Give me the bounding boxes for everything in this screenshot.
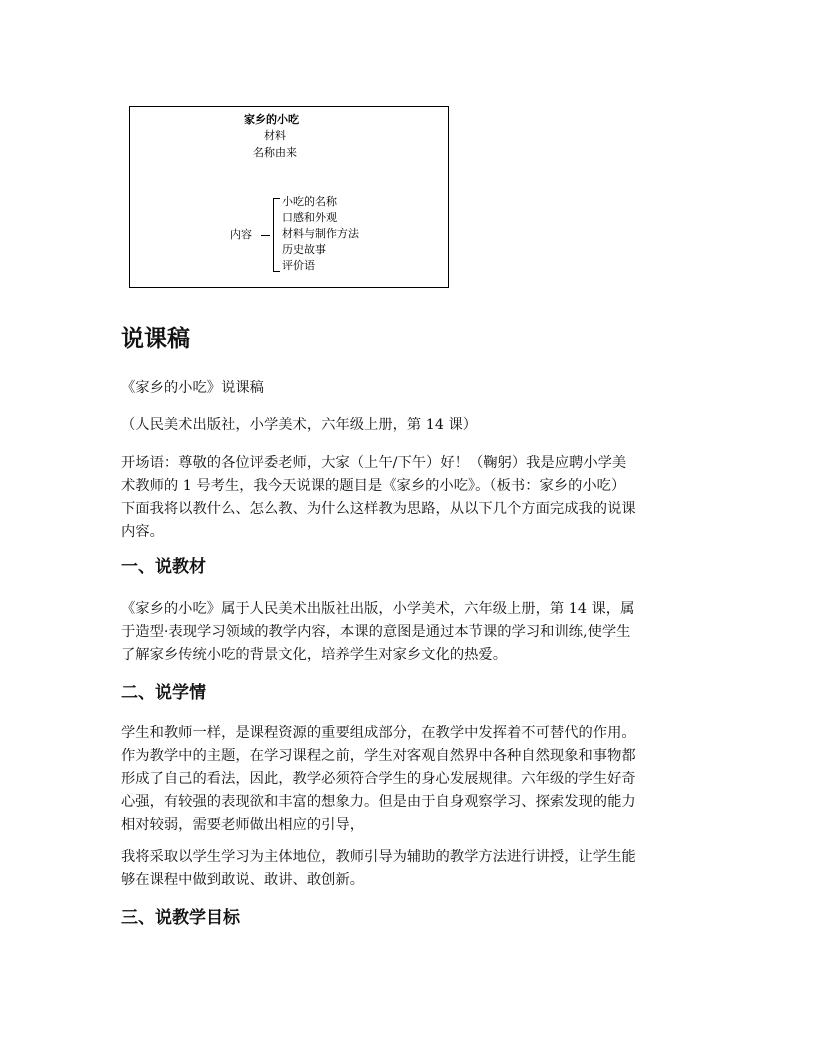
section-heading-objectives: 三、说教学目标 xyxy=(121,908,240,928)
document-heading: 说课稿 xyxy=(121,326,190,352)
board-line-name-origin: 名称由来 xyxy=(253,146,297,159)
method-paragraph: 我将采取以学生学习为主体地位，教师引导为辅助的教学方法进行讲授，让学生能 够在课程中做到敢说、敢讲、敢创新。 xyxy=(121,849,636,888)
board-item: 材料与制作方法 xyxy=(282,227,359,240)
board-title: 家乡的小吃 xyxy=(244,113,299,126)
lesson-source-line: （人民美术出版社，小学美术，六年级上册，第 14 课） xyxy=(121,417,478,433)
board-item: 小吃的名称 xyxy=(282,195,337,208)
section-heading-textbook: 一、说教材 xyxy=(121,557,206,577)
board-content-label: 内容 xyxy=(230,228,252,241)
board-line-materials: 材料 xyxy=(264,129,286,142)
opening-paragraph: 开场语：尊敬的各位评委老师，大家（上午/下午）好！（鞠躬）我是应聘小学美 术教师的 1 号考生，我今天说课的题目是《家乡的小吃》。（板书：家乡的小吃） 下面我将以教什么、怎么教、为什么这样教为思路，从以下几个方面完成我的说课 内容。 xyxy=(121,455,636,540)
board-design-box xyxy=(129,106,449,288)
section-heading-students: 二、说学情 xyxy=(121,683,206,703)
board-item: 历史故事 xyxy=(282,243,326,256)
board-item: 评价语 xyxy=(282,259,315,272)
board-item: 口感和外观 xyxy=(282,211,337,224)
textbook-paragraph: 《家乡的小吃》属于人民美术出版社出版，小学美术，六年级上册，第 14 课，属 于造型·表现学习领域的教学内容，本课的意图是通过本节课的学习和训练,使学生 了解家乡传统小吃的背景文化，培养学生对家乡文化的热爱。 xyxy=(121,601,635,663)
board-bracket xyxy=(273,198,280,272)
board-connector-dash xyxy=(261,235,270,236)
students-paragraph: 学生和教师一样，是课程资源的重要组成部分，在教学中发挥着不可替代的作用。 作为教学中的主题，在学习课程之前，学生对客观自然界中各种自然现象和事物都 形成了自己的看法，因此，教学必须符合学生的身心发展规律。六年级的学生好奇 心强，有较强的表现欲和丰富的想象力。但是由于自身观察学习、探索发现的能力 相对较弱，需要老师做出相应的引导， xyxy=(121,725,636,833)
lesson-title-line: 《家乡的小吃》说课稿 xyxy=(121,380,264,396)
